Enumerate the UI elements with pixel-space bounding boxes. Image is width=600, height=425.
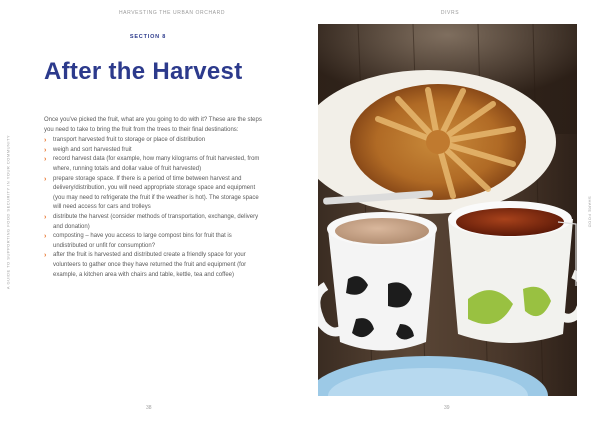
vertical-side-text-left: A GUIDE TO SUPPORTING FOOD SECURITY IN YOUR COMMUNITY [5,134,11,290]
list-item [44,251,262,280]
body-text [44,116,262,280]
running-head-left: HARVESTING THE URBAN ORCHARD [118,10,226,16]
intro-paragraph: Once you've picked the fruit, what are you going to do with it? These are the steps you need to take to bring the fruit from the trees to their final destinations: [44,117,262,133]
chevron-right-icon: › [44,175,47,183]
list-item-text: transport harvested fruit to storage or place of distribution [53,137,206,144]
page-number-left: 38 [146,405,152,411]
chevron-right-icon: › [44,213,47,221]
steps-list [44,136,262,280]
list-item-text: composting – have you access to large compost bins for fruit that is undistributed or unfit for consumption? [53,233,232,249]
list-item-text: weigh and sort harvested fruit [53,146,132,153]
list-item [44,213,262,232]
list-item-text: prepare storage space. If there is a period of time between harvest and delivery/distribution, you will need appropriate storage space and equipment (you may need to refrigerate the fruit if the weather is hot). The storage space will need access for cars and trolleys [53,175,259,211]
list-item [44,155,262,174]
list-item [44,175,262,213]
section-label: SECTION 8 [129,34,167,40]
list-item [44,146,262,156]
list-item [44,232,262,251]
list-item [44,136,262,146]
chevron-right-icon: › [44,252,47,260]
list-item-text: record harvest data (for example, how many kilograms of fruit harvested, from where, running totals and dollar value of fruit harvested) [53,156,260,172]
vertical-side-text-right: SHARE FOOD [587,196,593,228]
page-number-right: 39 [444,405,450,411]
list-item-text: after the fruit is harvested and distributed create a friendly space for your volunteers to gather once they have returned the fruit and equipment (for example, a kitchen area with chairs and table, kettle, tea and coffee) [53,252,247,278]
chevron-right-icon: › [44,233,47,241]
chevron-right-icon: › [44,146,47,154]
running-head-right: DIVRS [440,10,460,16]
chevron-right-icon: › [44,156,47,164]
page-title: After the Harvest [44,58,243,85]
chevron-right-icon: › [44,137,47,145]
list-item-text: distribute the harvest (consider methods of transportation, exchange, delivery and donation) [53,213,259,230]
photo-tart-and-teacups [318,24,577,396]
